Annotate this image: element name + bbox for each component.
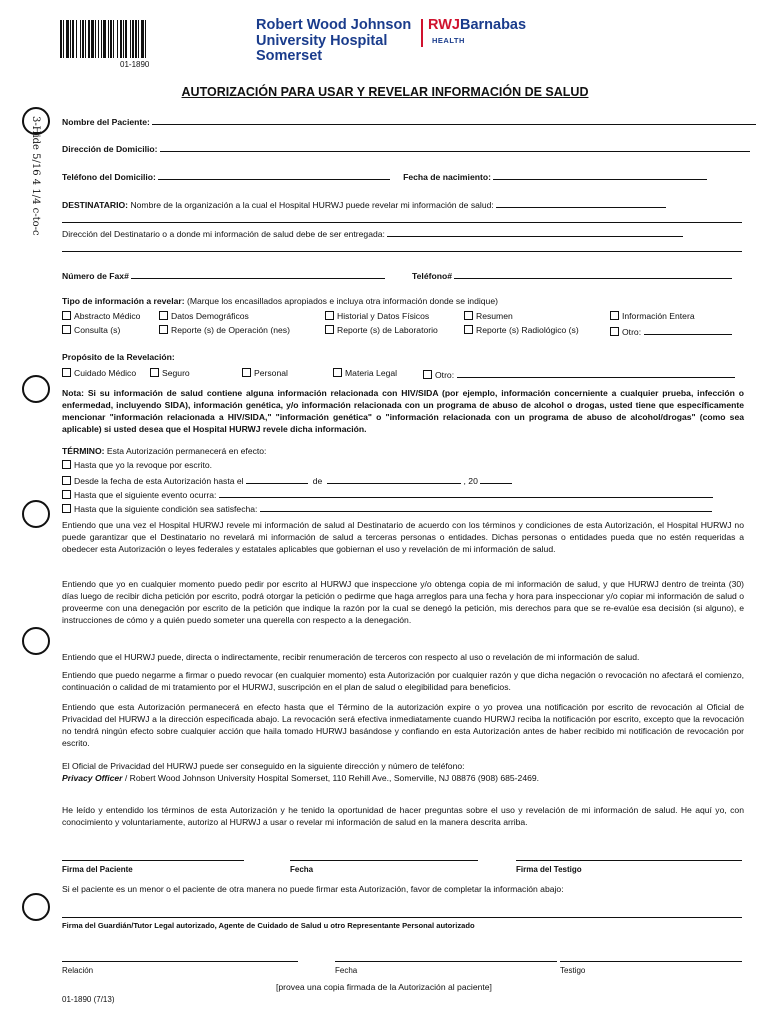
paragraph-7: He leído y entendido los términos de esta Autorización y he tenido la oportunidad de hacer preguntas sobre el uso y revelación de mi información de salud. He aquí yo, con conocimiento y voluntariamente, autorizo al HURWJ a usar o revelar mi información de salud en la manera descrita arriba. bbox=[62, 805, 744, 827]
checkbox-term-condition[interactable] bbox=[62, 504, 71, 513]
punch-hole-3 bbox=[22, 500, 50, 528]
birth-date-field[interactable] bbox=[493, 170, 707, 180]
recipient-label: DESTINATARIO: bbox=[62, 200, 129, 210]
witness-signature-line[interactable] bbox=[516, 860, 742, 861]
purpose-otro: Otro: bbox=[435, 370, 455, 380]
logo-barnabas: Barnabas bbox=[459, 17, 527, 33]
purpose-label: Propósito de la Revelación: bbox=[62, 352, 175, 362]
checkbox-consulta[interactable] bbox=[62, 325, 71, 334]
phone-label: Teléfono# bbox=[412, 271, 452, 281]
purpose-cuidado-medico: Cuidado Médico bbox=[74, 368, 137, 378]
witness-line-2[interactable] bbox=[560, 961, 742, 962]
date-signature-line[interactable] bbox=[290, 860, 478, 861]
checkbox-otro-info[interactable] bbox=[610, 327, 619, 336]
privacy-officer-line bbox=[62, 773, 744, 785]
checkbox-personal[interactable] bbox=[242, 368, 251, 377]
term-option-event: Hasta que el siguiente evento ocurra: bbox=[74, 490, 217, 500]
copy-note: [provea una copia firmada de la Autorización al paciente] bbox=[276, 982, 492, 992]
term-option-condition: Hasta que la siguiente condición sea satisfecha: bbox=[74, 504, 258, 514]
term-option-revoke: Hasta que yo la revoque por escrito. bbox=[74, 460, 213, 470]
privacy-officer-label: Privacy Officer bbox=[62, 772, 123, 783]
patient-name-field[interactable] bbox=[152, 115, 756, 125]
barcode-bar bbox=[146, 20, 148, 58]
home-phone-label: Teléfono del Domicilio: bbox=[62, 172, 156, 182]
home-phone-field[interactable] bbox=[158, 170, 390, 180]
witness-signature-label: Firma del Testigo bbox=[516, 865, 582, 874]
checkbox-historial[interactable] bbox=[325, 311, 334, 320]
checkbox-materia-legal[interactable] bbox=[333, 368, 342, 377]
option-reporte-laboratorio: Reporte (s) de Laboratorio bbox=[337, 325, 438, 335]
checkbox-term-event[interactable] bbox=[62, 490, 71, 499]
patient-signature-label: Firma del Paciente bbox=[62, 865, 133, 874]
form-title: AUTORIZACIÓN PARA USAR Y REVELAR INFORMACIÓN DE SALUD bbox=[181, 85, 589, 99]
date-line-2[interactable] bbox=[335, 961, 557, 962]
purpose-seguro: Seguro bbox=[162, 368, 190, 378]
term-text: Esta Autorización permanecerá en efecto: bbox=[106, 446, 267, 456]
option-historial: Historial y Datos Físicos bbox=[337, 311, 430, 321]
form-code: 01-1890 (7/13) bbox=[62, 995, 115, 1004]
logo-line-3: Somerset bbox=[256, 48, 323, 64]
recipient-address-line-2[interactable] bbox=[62, 251, 742, 252]
paragraph-1: Entiendo que una vez el Hospital HURWJ revele mi información de salud al Destinatario de acuerdo con los términos y condiciones de esta Autorización, el Hospital HURWJ no puede garantizar que el Destinatario no revelará mi información de salud a terceras personas o entidades. Dichas personas o entidades pueda que no estén requeridas a obedecer esta Autorización o leyes federales y estatales aplicables que gobiernan el uso y revelación de mi información de salud. bbox=[62, 520, 744, 554]
checkbox-otro-purpose[interactable] bbox=[423, 370, 432, 379]
option-info-entera: Información Entera bbox=[622, 311, 695, 321]
paragraph-5: Entiendo que esta Autorización permanecerá en efecto hasta que el Término de la autorización expire o yo provea una notificación por escrito de revocación al Oficial de Privacidad del HURWJ a la dirección especificada abajo. La revocación será efectiva inmediatamente cuando HURWJ reciba la notificación por escrito, excepto que la revocación no tendrá ningún efecto sobre cualquier acción que haila tomado HURWJ basándose y confiando en esta Autorización antes de haber recibido mi notificación de revocación por escrito. bbox=[62, 702, 744, 748]
term-event-field[interactable] bbox=[219, 488, 713, 498]
date-label-2: Fecha bbox=[335, 966, 358, 975]
fax-field[interactable] bbox=[131, 269, 385, 279]
option-demograficos: Datos Demográficos bbox=[171, 311, 249, 321]
guardian-signature-line[interactable] bbox=[62, 917, 742, 918]
logo-health: HEALTH bbox=[432, 36, 465, 45]
checkbox-cuidado-medico[interactable] bbox=[62, 368, 71, 377]
term-de: de bbox=[312, 476, 323, 486]
relation-label: Relación bbox=[62, 966, 94, 975]
paragraph-4: Entiendo que puedo negarme a firmar o puedo revocar (en cualquier momento) esta Autorización por cualquier razón y que dicha negación o revocación no afectará el comienzo, continuación o calidad de mi tratamiento por el HURWJ, suscripción en el plan de salud o elegibilidad para beneficios. bbox=[62, 670, 744, 692]
checkbox-seguro[interactable] bbox=[150, 368, 159, 377]
logo-rwj: RWJ bbox=[428, 17, 460, 33]
paragraph-2: Entiendo que yo en cualquier momento puedo pedir por escrito al HURWJ que inspeccione y/o obtenga copia de mi información de salud, y que HURWJ dentro de treinta (30) días luego de recibir dicha petición por escrito, podrá otorgar la petición o pedirme que haga arreglos para una fecha y hora para inspeccionar y/o copiar mi información de salud o proveerme con una denegación por escrito de la petición que indique la razón por la cual se denegó la petición, mis derechos para que se re-evalúe esa decisión (si alguno), e instrucciones de cómo y a quién puedo someter una querella con respecto a la denegación. bbox=[62, 579, 744, 625]
barcode bbox=[60, 20, 212, 58]
purpose-personal: Personal bbox=[254, 368, 288, 378]
side-stamp: 3-Hide 5/16 4 1/4 c-to-c bbox=[30, 116, 41, 236]
recipient-field-line-2[interactable] bbox=[62, 222, 742, 223]
note-text: Si su información de salud contiene alguna información relacionada con HIV/SIDA (por ejemplo, información concerniente a cualquier prueba, infección o enfermedad, incluyendo SIDA), información genética, y/o información relacionada con un programa de abuso de alcohol o drogas, usted tiene que específicamente mencionar "información relacionada a HIV/SIDA," "información genética" o "información relacionada con un programa de abuso de alcohol/drogas" (como sea aplicable) si usted desea que el Hospital HURWJ revele dicha información. bbox=[62, 388, 744, 434]
option-reporte-radiologico: Reporte (s) Radiológico (s) bbox=[476, 325, 579, 335]
checkbox-term-date[interactable] bbox=[62, 476, 71, 485]
checkbox-reporte-operacion[interactable] bbox=[159, 325, 168, 334]
punch-hole-5 bbox=[22, 893, 50, 921]
option-consulta: Consulta (s) bbox=[74, 325, 121, 335]
rwjbarnabas-logo bbox=[428, 18, 526, 48]
term-day-month-field[interactable] bbox=[246, 474, 308, 484]
option-reporte-operacion: Reporte (s) de Operación (nes) bbox=[171, 325, 290, 335]
paragraph-3: Entiendo que el HURWJ puede, directa o indirectamente, recibir renumeración de terceros con respecto al uso o revelación de mi información de salud. bbox=[62, 652, 640, 662]
info-type-label: Tipo de información a revelar: bbox=[62, 296, 185, 306]
note-label: Nota: bbox=[62, 388, 84, 398]
checkbox-reporte-radiologico[interactable] bbox=[464, 325, 473, 334]
paragraph-6 bbox=[62, 761, 744, 785]
address-label: Dirección de Domicilio: bbox=[62, 144, 158, 154]
term-option-date: Desde la fecha de esta Autorización hasta el bbox=[74, 476, 244, 486]
option-abstracto: Abstracto Médico bbox=[74, 311, 141, 321]
term-condition-field[interactable] bbox=[260, 502, 712, 512]
birth-date-label: Fecha de nacimiento: bbox=[403, 172, 491, 182]
term-year-field[interactable] bbox=[480, 474, 512, 484]
logo-separator bbox=[421, 19, 423, 47]
note-block bbox=[62, 388, 744, 435]
recipient-text: Nombre de la organización a la cual el Hospital HURWJ puede revelar mi información de salud: bbox=[130, 200, 494, 210]
rwj-somerset-logo bbox=[256, 18, 411, 65]
checkbox-resumen[interactable] bbox=[464, 311, 473, 320]
purpose-materia-legal: Materia Legal bbox=[345, 368, 398, 378]
patient-name-label: Nombre del Paciente: bbox=[62, 117, 150, 127]
punch-hole-4 bbox=[22, 627, 50, 655]
address-field[interactable] bbox=[160, 142, 750, 152]
checkbox-demograficos[interactable] bbox=[159, 311, 168, 320]
recipient-field[interactable] bbox=[496, 198, 666, 208]
privacy-officer-intro: El Oficial de Privacidad del HURWJ puede ser conseguido en la siguiente dirección y número de teléfono: bbox=[62, 761, 465, 771]
checkbox-abstracto[interactable] bbox=[62, 311, 71, 320]
barcode-number: 01-1890 bbox=[120, 60, 150, 69]
logo-line-2: University Hospital bbox=[256, 32, 388, 49]
logo-line-1: Robert Wood Johnson bbox=[256, 17, 412, 33]
guardian-signature-label: Firma del Guardián/Tutor Legal autorizado, Agente de Cuidado de Salud u otro Representante Personal autorizado bbox=[62, 921, 475, 930]
option-resumen: Resumen bbox=[476, 311, 513, 321]
checkbox-info-entera[interactable] bbox=[610, 311, 619, 320]
term-label: TÉRMINO: bbox=[62, 446, 105, 456]
phone-field[interactable] bbox=[454, 269, 732, 279]
recipient-address-field[interactable] bbox=[387, 227, 683, 237]
patient-signature-line[interactable] bbox=[62, 860, 244, 861]
witness-label-2: Testigo bbox=[560, 966, 586, 975]
recipient-address-label: Dirección del Destinatario o a donde mi información de salud debe de ser entregada: bbox=[62, 229, 385, 239]
punch-hole-2 bbox=[22, 375, 50, 403]
otro-info-field[interactable] bbox=[644, 325, 732, 335]
date-signature-label: Fecha bbox=[290, 865, 314, 874]
info-type-note: (Marque los encasillados apropiados e incluya otra información donde se indique) bbox=[186, 296, 498, 306]
term-year-prefix: , 20 bbox=[463, 476, 478, 486]
term-month-field[interactable] bbox=[327, 474, 461, 484]
checkbox-term-revoke[interactable] bbox=[62, 460, 71, 469]
option-otro-info: Otro: bbox=[622, 327, 642, 337]
fax-label: Número de Fax# bbox=[62, 271, 129, 281]
relation-line[interactable] bbox=[62, 961, 298, 962]
otro-purpose-field[interactable] bbox=[457, 368, 735, 378]
minor-instructions: Si el paciente es un menor o el paciente de otra manera no puede firmar esta Autorización, favor de completar la información abajo: bbox=[62, 884, 564, 894]
privacy-officer-address: / Robert Wood Johnson University Hospital Somerset, 110 Rehill Ave., Somerville, NJ 08876 (908) 685-2469. bbox=[124, 772, 540, 783]
checkbox-reporte-laboratorio[interactable] bbox=[325, 325, 334, 334]
